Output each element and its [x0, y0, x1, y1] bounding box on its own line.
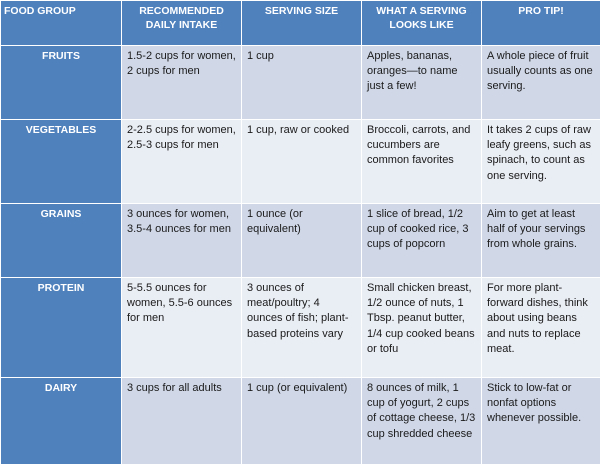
pro-tip-cell: It takes 2 cups of raw leafy greens, such as spinach, to count as one serving. — [482, 120, 600, 204]
food-group-cell: PROTEIN — [1, 278, 122, 378]
pro-tip-cell: Stick to low-fat or nonfat options whenever possible. — [482, 378, 600, 465]
table-row — [1, 120, 600, 204]
header-recommended-daily-intake: RECOMMENDED DAILY INTAKE — [122, 1, 242, 46]
table-header — [1, 1, 600, 46]
food-group-cell: DAIRY — [1, 378, 122, 465]
food-group-cell: VEGETABLES — [1, 120, 122, 204]
header-serving-size: SERVING SIZE — [242, 1, 362, 46]
food-group-cell: GRAINS — [1, 204, 122, 278]
serving-looks-like-cell: 8 ounces of milk, 1 cup of yogurt, 2 cups of cottage cheese, 1/3 cup shredded cheese — [362, 378, 482, 465]
header-what-a-serving-looks-like: WHAT A SERVING LOOKS LIKE — [362, 1, 482, 46]
pro-tip-cell: For more plant-forward dishes, think about using beans and nuts to replace meat. — [482, 278, 600, 378]
pro-tip-cell: A whole piece of fruit usually counts as one serving. — [482, 46, 600, 120]
daily-intake-cell: 5-5.5 ounces for women, 5.5-6 ounces for men — [122, 278, 242, 378]
serving-size-cell: 3 ounces of meat/poultry; 4 ounces of fish; plant-based proteins vary — [242, 278, 362, 378]
serving-size-cell: 1 cup — [242, 46, 362, 120]
daily-intake-cell: 3 ounces for women, 3.5-4 ounces for men — [122, 204, 242, 278]
serving-size-cell: 1 ounce (or equivalent) — [242, 204, 362, 278]
daily-intake-cell: 3 cups for all adults — [122, 378, 242, 465]
daily-intake-cell: 2-2.5 cups for women, 2.5-3 cups for men — [122, 120, 242, 204]
table-row — [1, 278, 600, 378]
serving-looks-like-cell: 1 slice of bread, 1/2 cup of cooked rice, 3 cups of popcorn — [362, 204, 482, 278]
header-pro-tip: PRO TIP! — [482, 1, 600, 46]
serving-looks-like-cell: Small chicken breast, 1/2 ounce of nuts, 1 Tbsp. peanut butter, 1/4 cup cooked beans or tofu — [362, 278, 482, 378]
table-row — [1, 46, 600, 120]
serving-looks-like-cell: Broccoli, carrots, and cucumbers are common favorites — [362, 120, 482, 204]
pro-tip-cell: Aim to get at least half of your servings from whole grains. — [482, 204, 600, 278]
serving-looks-like-cell: Apples, bananas, oranges—to name just a few! — [362, 46, 482, 120]
table-body — [1, 46, 600, 465]
table-row — [1, 378, 600, 465]
serving-size-cell: 1 cup, raw or cooked — [242, 120, 362, 204]
header-row — [1, 1, 600, 46]
daily-intake-cell: 1.5-2 cups for women, 2 cups for men — [122, 46, 242, 120]
header-food-group: FOOD GROUP — [1, 1, 122, 46]
serving-size-cell: 1 cup (or equivalent) — [242, 378, 362, 465]
food-group-cell: FRUITS — [1, 46, 122, 120]
table-row — [1, 204, 600, 278]
